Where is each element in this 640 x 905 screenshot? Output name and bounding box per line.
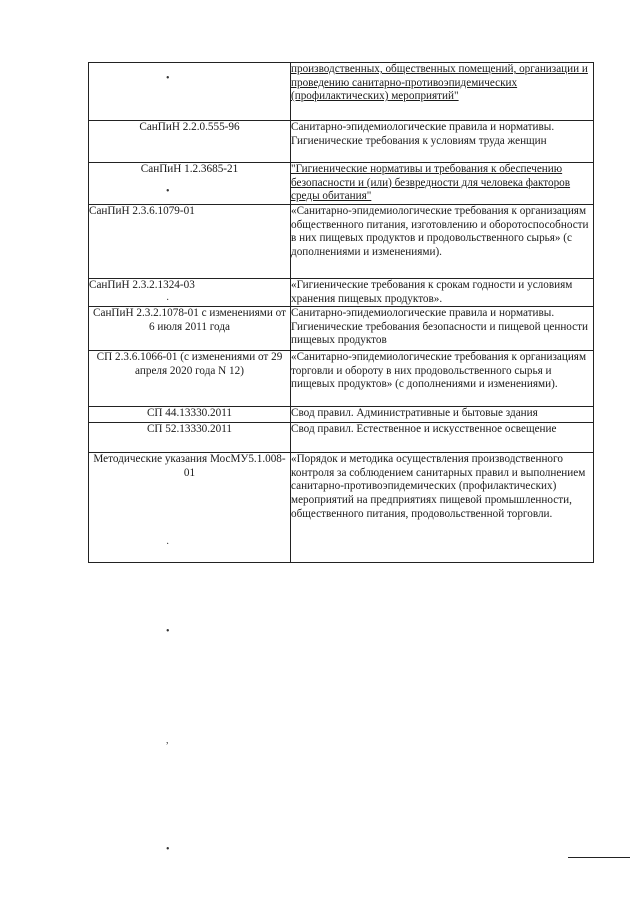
scan-speck: • [166,626,170,637]
table-row [89,121,594,163]
table-row [89,163,594,205]
regulation-description-cell: Свод правил. Административные и бытовые здания [291,407,594,423]
table-row [89,351,594,407]
table-row [89,453,594,563]
scan-speck: · [166,539,170,550]
regulation-code-cell: СанПиН 1.2.3685-21 [89,163,291,205]
table-row [89,63,594,121]
scan-speck: • [166,844,170,855]
regulation-description-cell: «Порядок и методика осуществления производственного контроля за соблюдением санитарных правил и выполнением санитарно-противоэпидемических (профилактических) мероприятий на предприятиях пищевой промышленности, общественного питания, продовольственной торговли. [291,453,594,563]
regulations-table [88,62,594,563]
regulation-description-cell: производственных, общественных помещений, организации и проведению санитарно-противоэпидемических (профилактических) мероприятий" [291,63,594,121]
regulation-description-cell: Санитарно-эпидемиологические правила и нормативы. Гигиенические требования к условиям труда женщин [291,121,594,163]
regulation-description-cell: «Санитарно-эпидемиологические требования к организациям торговли и обороту в них продовольственного сырья и пищевых продуктов» (с дополнениями и изменениями). [291,351,594,407]
regulation-code-cell: СанПиН 2.3.2.1324-03 [89,279,291,307]
scan-speck: · [166,295,170,306]
regulation-code-cell: СП 2.3.6.1066-01 (с изменениями от 29 апреля 2020 года N 12) [89,351,291,407]
regulation-code-cell: СанПиН 2.3.2.1078-01 с изменениями от 6 июля 2011 года [89,307,291,351]
regulation-description-cell: Санитарно-эпидемиологические правила и нормативы. Гигиенические требования безопасности и пищевой ценности пищевых продуктов [291,307,594,351]
regulation-code-cell: СанПиН 2.2.0.555-96 [89,121,291,163]
bottom-rule [568,857,630,858]
regulation-description-cell: «Гигиенические требования к срокам годности и условиям хранения пищевых продуктов». [291,279,594,307]
regulation-description-cell: Свод правил. Естественное и искусственное освещение [291,423,594,453]
table-row [89,423,594,453]
regulation-description-cell: «Санитарно-эпидемиологические требования к организациям общественного питания, изготовлению и оборотоспособности в них пищевых продуктов и продовольственного сырья» (с дополнениями и изменениями). [291,205,594,279]
regulation-code-cell [89,63,291,121]
table-row [89,407,594,423]
regulation-code-cell: СанПиН 2.3.6.1079-01 [89,205,291,279]
regulation-code-cell: Методические указания МосМУ5.1.008-01 [89,453,291,563]
table-row [89,279,594,307]
regulation-description-cell: "Гигиенические нормативы и требования к обеспечению безопасности и (или) безвредности для человека факторов среды обитания" [291,163,594,205]
scan-speck: • [166,186,170,197]
table-row [89,205,594,279]
scan-speck: • [166,73,170,84]
regulation-code-cell: СП 52.13330.2011 [89,423,291,453]
scan-speck: , [166,735,169,746]
regulation-code-cell: СП 44.13330.2011 [89,407,291,423]
table-row [89,307,594,351]
